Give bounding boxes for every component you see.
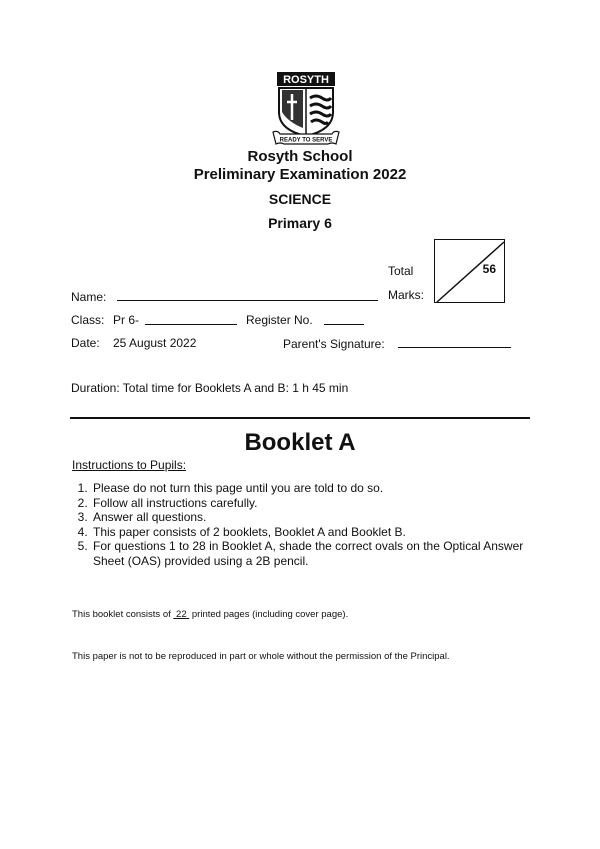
page-count-prefix: This booklet consists of [72, 609, 171, 620]
exam-title: Preliminary Examination 2022 [193, 166, 407, 183]
svg-text:READY TO SERVE: READY TO SERVE [279, 137, 333, 144]
instruction-item: 5. For questions 1 to 28 in Booklet A, shade the correct ovals on the Optical Answer Sheet (OAS) provided using a 2B pencil. [91, 539, 531, 568]
class-field[interactable] [145, 324, 237, 325]
duration-text: Duration: Total time for Booklets A and B: 1 h 45 min [71, 381, 349, 395]
class-label: Class: [71, 313, 105, 327]
svg-text:ROSYTH: ROSYTH [283, 74, 329, 86]
signature-field[interactable] [398, 347, 511, 348]
instructions-title: Instructions to Pupils: [72, 458, 187, 472]
class-value: Pr 6- [113, 313, 140, 327]
total-marks-value: 56 [482, 262, 496, 276]
register-field[interactable] [324, 324, 364, 325]
marks-label: Marks: [388, 288, 424, 302]
instruction-item: 3. Answer all questions. [91, 510, 531, 525]
name-field[interactable] [117, 300, 378, 301]
page-count-suffix: printed pages (including cover page). [191, 609, 349, 620]
subject-title: SCIENCE [268, 191, 332, 207]
school-crest-logo [270, 70, 342, 146]
date-label: Date: [71, 336, 100, 350]
register-label: Register No. [246, 313, 313, 327]
signature-label: Parent's Signature: [283, 337, 385, 351]
total-marks-box [434, 239, 505, 303]
copyright-note: This paper is not to be reproduced in part or whole without the permission of the Principal. [72, 651, 450, 662]
instruction-item: 4. This paper consists of 2 booklets, Booklet A and Booklet B. [91, 525, 531, 540]
level-title: Primary 6 [268, 215, 332, 231]
instruction-item: 2. Follow all instructions carefully. [91, 496, 531, 511]
date-value: 25 August 2022 [113, 336, 197, 350]
name-label: Name: [71, 290, 107, 304]
school-name: Rosyth School [247, 148, 353, 165]
total-label: Total [388, 264, 414, 278]
page-count-value: 22 [176, 609, 187, 620]
instructions-list [72, 481, 531, 568]
divider [70, 417, 530, 419]
instruction-item: 1. Please do not turn this page until you are told to do so. [91, 481, 531, 496]
booklet-title: Booklet A [244, 429, 356, 456]
page-count-note [72, 609, 348, 620]
